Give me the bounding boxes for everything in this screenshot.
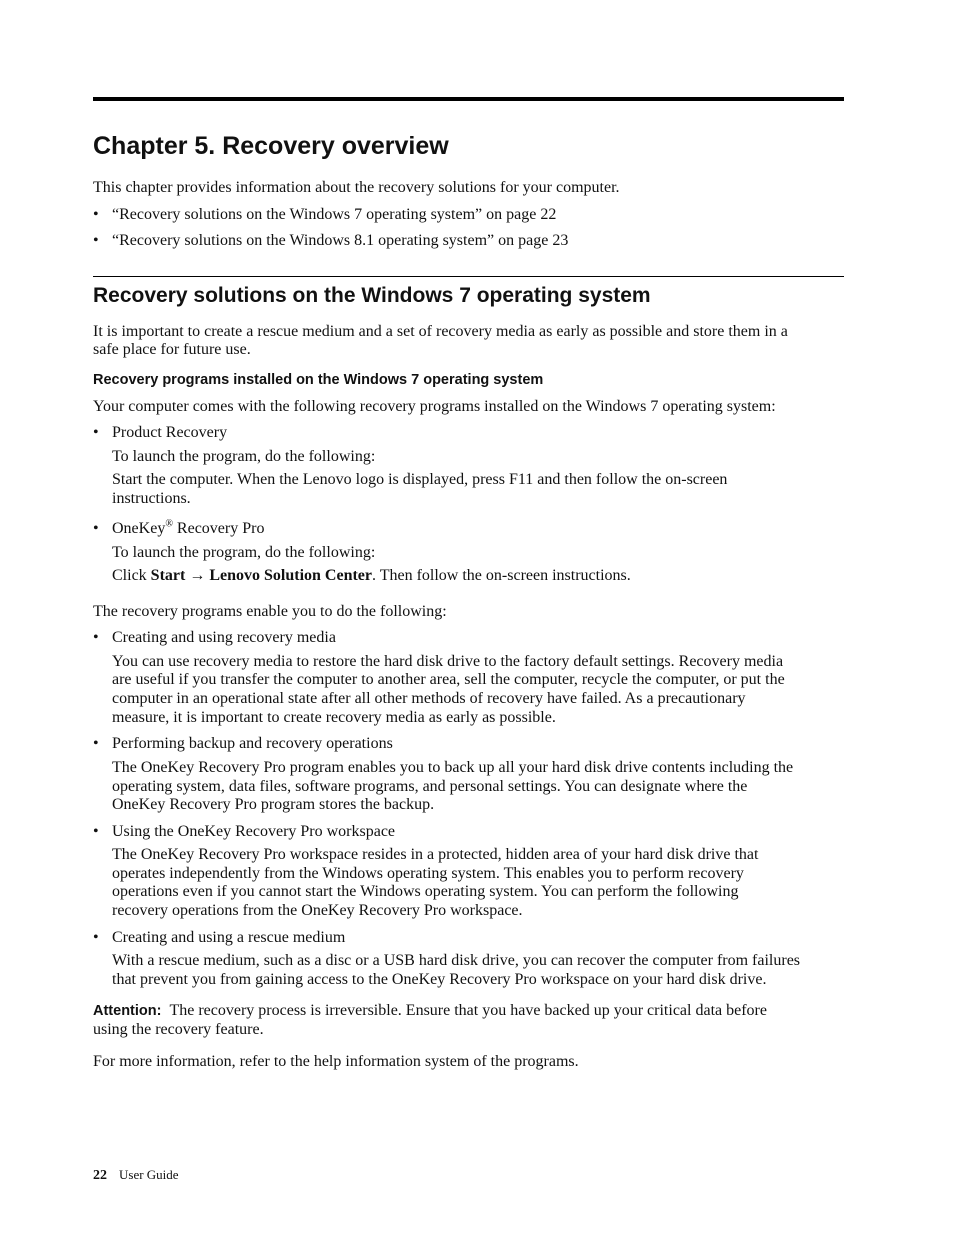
feature-line: computer in an operational state after all other methods of recovery have failed. As a precautionary <box>112 690 746 707</box>
feature-line: that prevent you from gaining access to the OneKey Recovery Pro workspace on your hard disk drive. <box>112 971 767 988</box>
section-intro-line-1: It is important to create a rescue medium and a set of recovery media as early as possible and store them in a <box>93 323 788 340</box>
feature-line: The OneKey Recovery Pro workspace resides in a protected, hidden area of your hard disk drive that <box>112 846 759 863</box>
product-recovery-name: Product Recovery <box>112 424 228 441</box>
attention-line-2: using the recovery feature. <box>93 1021 264 1038</box>
onekey-launch-label: To launch the program, do the following: <box>112 544 376 561</box>
bullet-icon: • <box>93 424 99 441</box>
toc-link-windows7[interactable]: “Recovery solutions on the Windows 7 operating system” on page 22 <box>112 206 557 223</box>
onekey-instructions <box>112 567 631 586</box>
click-word: Click <box>112 567 151 584</box>
doc-title: User Guide <box>119 1167 179 1182</box>
toc-link-windows81[interactable]: “Recovery solutions on the Windows 8.1 operating system” on page 23 <box>112 232 569 249</box>
bullet-icon: • <box>93 206 99 223</box>
attention-label: Attention: <box>93 1003 162 1019</box>
feature-title: Creating and using a rescue medium <box>112 929 346 946</box>
feature-title: Performing backup and recovery operations <box>112 735 393 752</box>
feature-line: operations even if you cannot start the Windows operating system. You can perform the following <box>112 883 739 900</box>
attention-note <box>93 1002 767 1021</box>
feature-line: recovery operations from the OneKey Recovery Pro workspace. <box>112 902 523 919</box>
enable-intro: The recovery programs enable you to do the following: <box>93 603 447 620</box>
feature-line: The OneKey Recovery Pro program enables you to back up all your hard disk drive contents including the <box>112 759 794 776</box>
programs-intro: Your computer comes with the following recovery programs installed on the Windows 7 operating system: <box>93 398 776 415</box>
feature-line: You can use recovery media to restore the hard disk drive to the factory default settings. Recovery media <box>112 653 784 670</box>
page-number: 22 <box>93 1168 107 1183</box>
feature-line: are useful if you transfer the computer to another area, sell the computer, recycle the computer, or put the <box>112 671 785 688</box>
product-recovery-instructions-1: Start the computer. When the Lenovo logo is displayed, press F11 and then follow the on-screen <box>112 471 728 488</box>
bullet-icon: • <box>93 823 99 840</box>
feature-line: operating system, data files, software programs, and personal settings. You can designate where the <box>112 778 748 795</box>
bullet-icon: • <box>93 929 99 946</box>
bullet-icon: • <box>93 232 99 249</box>
arrow-icon: → <box>185 567 210 584</box>
bullet-icon: • <box>93 520 99 537</box>
section-title: Recovery solutions on the Windows 7 operating system <box>93 284 651 307</box>
section-intro-line-2: safe place for future use. <box>93 341 251 358</box>
chapter-intro: This chapter provides information about the recovery solutions for your computer. <box>93 179 620 196</box>
onekey-name-suffix: Recovery Pro <box>172 520 265 537</box>
more-info: For more information, refer to the help information system of the programs. <box>93 1053 579 1070</box>
product-recovery-instructions-2: instructions. <box>112 490 191 507</box>
chapter-top-rule <box>93 97 844 101</box>
attention-line-1: The recovery process is irreversible. Ensure that you have backed up your critical data before <box>169 1002 767 1019</box>
start-menu-label: Start <box>150 567 186 584</box>
feature-line: operates independently from the Windows operating system. This enables you to perform recovery <box>112 865 744 882</box>
bullet-icon: • <box>93 629 99 646</box>
feature-title: Using the OneKey Recovery Pro workspace <box>112 823 396 840</box>
feature-line: OneKey Recovery Pro program stores the backup. <box>112 796 435 813</box>
feature-title: Creating and using recovery media <box>112 629 336 646</box>
feature-line: With a rescue medium, such as a disc or a USB hard disk drive, you can recover the computer from failures <box>112 952 801 969</box>
bullet-icon: • <box>93 735 99 752</box>
section-rule <box>93 276 844 277</box>
product-recovery-launch-label: To launch the program, do the following: <box>112 448 376 465</box>
subsection-title: Recovery programs installed on the Windows 7 operating system <box>93 372 544 388</box>
onekey-name <box>112 520 264 539</box>
registered-mark: ® <box>165 518 173 530</box>
page-footer <box>93 1166 179 1184</box>
lenovo-solution-center-label: Lenovo Solution Center <box>209 567 372 584</box>
onekey-name-prefix: OneKey <box>112 520 166 537</box>
feature-line: measure, it is important to create recovery media as early as possible. <box>112 709 556 726</box>
chapter-title: Chapter 5. Recovery overview <box>93 132 449 160</box>
instructions-tail: . Then follow the on-screen instructions. <box>372 567 631 584</box>
